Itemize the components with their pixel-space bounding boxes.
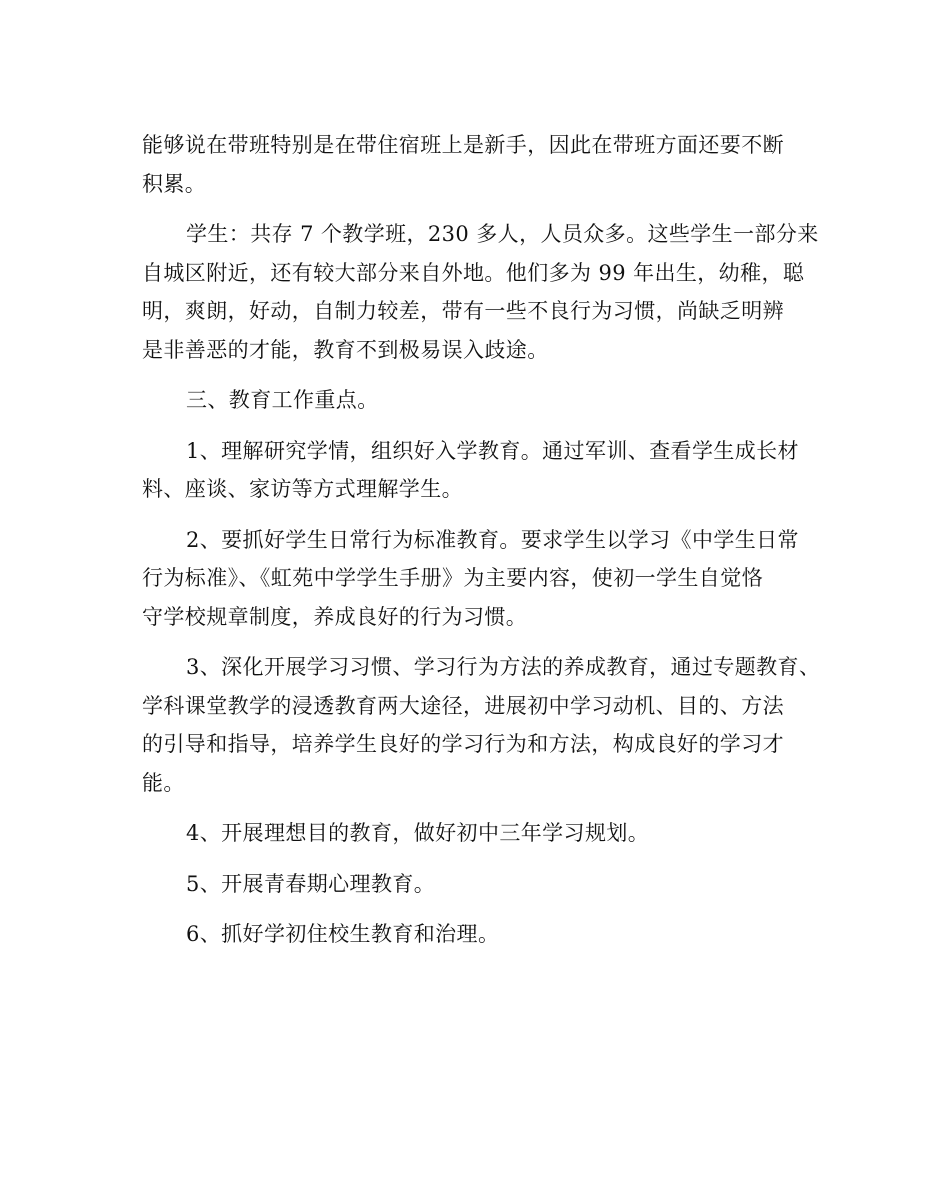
text-line: 是非善恶的才能，教育不到极易误入歧途。	[142, 337, 549, 362]
text-line: 学生：共存 7 个教学班，230 多人，人员众多。这些学生一部分来	[186, 222, 819, 246]
list-item-4	[142, 814, 822, 853]
text-line: 5、开展青春期心理教育。	[186, 871, 436, 896]
text-line: 行为标准》、《虹苑中学学生手册》为主要内容，使初一学生自觉恪	[142, 566, 763, 590]
text-line: 的引导和指导，培养学生良好的学习行为和方法，构成良好的学习才	[142, 732, 784, 756]
text-line: 能够说在带班特别是在带住宿班上是新手，因此在带班方面还要不断	[142, 133, 784, 157]
text-line: 积累。	[142, 171, 207, 196]
list-item-1	[142, 432, 822, 509]
text-line: 自城区附近，还有较大部分来自外地。他们多为 99 年出生，幼稚，聪	[142, 260, 805, 285]
text-line: 学科课堂教学的浸透教育两大途径，进展初中学习动机、目的、方法	[142, 693, 784, 718]
text-line: 6、抓好学初住校生教育和治理。	[186, 922, 500, 946]
list-item-5	[142, 865, 822, 904]
list-item-2	[142, 521, 822, 637]
document-body	[142, 126, 822, 954]
text-line: 2、要抓好学生日常行为标准教育。要求学生以学习《中学生日常	[186, 527, 799, 552]
section-heading	[142, 381, 822, 420]
text-line: 料、座谈、家访等方式理解学生。	[142, 477, 463, 501]
paragraph-1	[142, 126, 822, 203]
text-line: 1、理解研究学情，组织好入学教育。通过军训、查看学生成长材	[186, 438, 799, 463]
text-line: 明，爽朗，好动，自制力较差，带有一些不良行为习惯，尚缺乏明辨	[142, 299, 784, 323]
list-item-3	[142, 648, 822, 802]
list-item-6	[142, 915, 822, 954]
heading-line: 三、教育工作重点。	[186, 388, 379, 412]
text-line: 3、深化开展学习习惯、学习行为方法的养成教育，通过专题教育、	[186, 655, 821, 679]
text-line: 守学校规章制度，养成良好的行为习惯。	[142, 604, 528, 629]
text-line: 4、开展理想目的教育，做好初中三年学习规划。	[186, 821, 650, 845]
text-line: 能。	[142, 770, 185, 795]
paragraph-students	[142, 215, 822, 369]
